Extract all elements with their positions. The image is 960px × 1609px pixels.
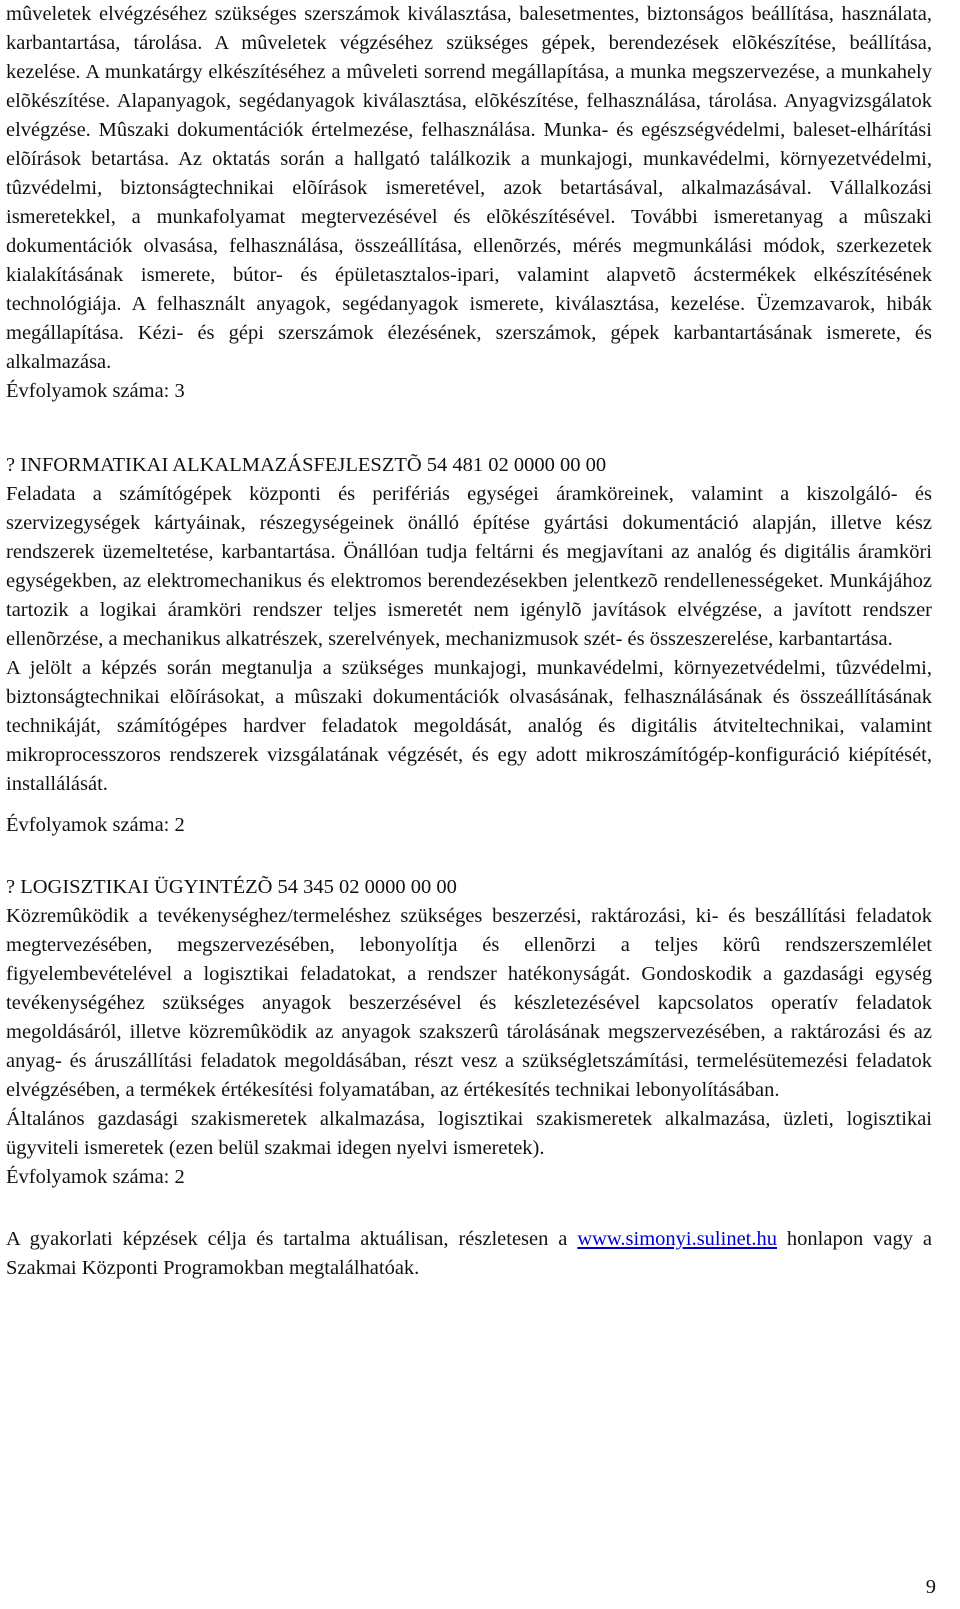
section2-heading: ? INFORMATIKAI ALKALMAZÁSFEJLESZTÕ 54 481 02 0000 00 00 [6,454,607,476]
footer-note-text-after: honlapon vagy a Szakmai Központi Programokban megtalálhatóak. [6,1228,932,1279]
section2-paragraph-1: Feladata a számítógépek központi és perifériás egységei áramköreinek, valamint a kiszolgáló- és szervizegységek kártyáinak, részegységeinek önálló építése gyártási dokumentáció alapján, illetve kész rendszerek üzemeltetése, karbantartása. Önállóan tudja feltárni és megjavítani az analóg és digitális áramköri egységekben, az elektromechanikus és elektromos berendezésekben jelentkezõ rendellenességeket. Munkájához tartozik a logikai áramköri rendszer teljes ismeretét nem igénylõ javítások elvégzése, a javított rendszer ellenõrzése, a mechanikus alkatrészek, szerelvények, mechanizmusok szét- és összeszerelése, karbantartása. [6,483,932,650]
section1-paragraph: mûveletek elvégzéséhez szükséges szerszámok kiválasztása, balesetmentes, biztonságos beállítása, használata, karbantartása, tárolása. A mûveletek végzéséhez szükséges gépek, berendezések elõkészítése, beállítása, kezelése. A munkatárgy elkészítéséhez a mûveleti sorrend megállapítása, a munka megszervezése, a munkahely elõkészítése. Alapanyagok, segédanyagok kiválasztása, elõkészítése, felhasználása, tárolása. Anyagvizsgálatok elvégzése. Mûszaki dokumentációk értelmezése, felhasználása. Munka- és egészségvédelmi, baleset-elhárítási elõírások betartása. Az oktatás során a hallgató találkozik a munkajogi, munkavédelmi, környezetvédelmi, tûzvédelmi, biztonságtechnikai elõírások ismeretével, azok betartásával, alkalmazásával. Vállalkozási ismeretekkel, a munkafolyamat megtervezésével és elõkészítésével. További ismeretanyag a mûszaki dokumentációk olvasása, felhasználása, összeállítása, ellenõrzés, mérés megmunkálási módok, szerkezetek kialakításának ismerete, bútor- és épületasztalos-ipari, valamint alapvetõ ácstermékek elkészítésének technológiája. A felhasznált anyagok, segédanyagok ismerete, kiválasztása, kezelése. Üzemzavarok, hibák megállapítása. Kézi- és gépi szerszámok élezésének, szerszámok, gépek karbantartásának ismerete, és alkalmazása. [6,3,932,373]
section3-paragraph-1: Közremûködik a tevékenységhez/termeléshez szükséges beszerzési, raktározási, ki- és beszállítási feladatok megtervezésében, megszervezésében, lebonyolítja és ellenõrzi a teljes körû rendszerszemlélet figyelembevételével a logisztikai feladatokat, a rendszer hatékonyságát. Gondoskodik a gazdasági egység tevékenységéhez szükséges anyagok beszerzésével és készletezésével kapcsolatos operatív feladatok megoldásáról, illetve közremûködik az anyagok szakszerû tárolásának megszervezésében, a raktározási és az anyag- és áruszállítási feladatok megoldásában, részt vesz a szükségletszámítási, termelésütemezési feladatok elvégzésében, a termékek értékesítési folyamatában, az értékesítés technikai lebonyolításában. [6,905,932,1101]
section3-years: Évfolyamok száma: 2 [6,1166,185,1188]
section3-heading: ? LOGISZTIKAI ÜGYINTÉZÕ 54 345 02 0000 00 00 [6,876,457,898]
website-link[interactable]: www.simonyi.sulinet.hu [577,1228,777,1250]
spacer [6,1192,932,1225]
section3-paragraph-2: Általános gazdasági szakismeretek alkalmazása, logisztikai szakismeretek alkalmazása, üzleti, logisztikai ügyviteli ismeretek (ezen belül szakmai idegen nyelvi ismeretek). [6,1108,932,1159]
page-number: 9 [925,1576,936,1598]
spacer [6,439,932,451]
spacer [6,406,932,439]
page-content [6,0,932,1283]
spacer [6,799,932,811]
section2-years: Évfolyamok száma: 2 [6,814,185,836]
footer-note-text-before: A gyakorlati képzések célja és tartalma aktuálisan, részletesen a [6,1228,578,1250]
spacer [6,840,932,873]
section2-paragraph-2: A jelölt a képzés során megtanulja a szükséges munkajogi, munkavédelmi, környezetvédelmi, tûzvédelmi, biztonságtechnikai elõírásokat, a mûszaki dokumentációk olvasásának, felhasználásának és összeállításának technikáját, számítógépes hardver feladatok megoldását, analóg és digitális átviteltechnikai, valamint mikroprocesszoros rendszerek vizsgálatának végzését, és egy adott mikroszámítógép-konfiguráció kiépítését, installálását. [6,657,932,795]
section1-years: Évfolyamok száma: 3 [6,380,185,402]
footer-note [6,1225,932,1283]
